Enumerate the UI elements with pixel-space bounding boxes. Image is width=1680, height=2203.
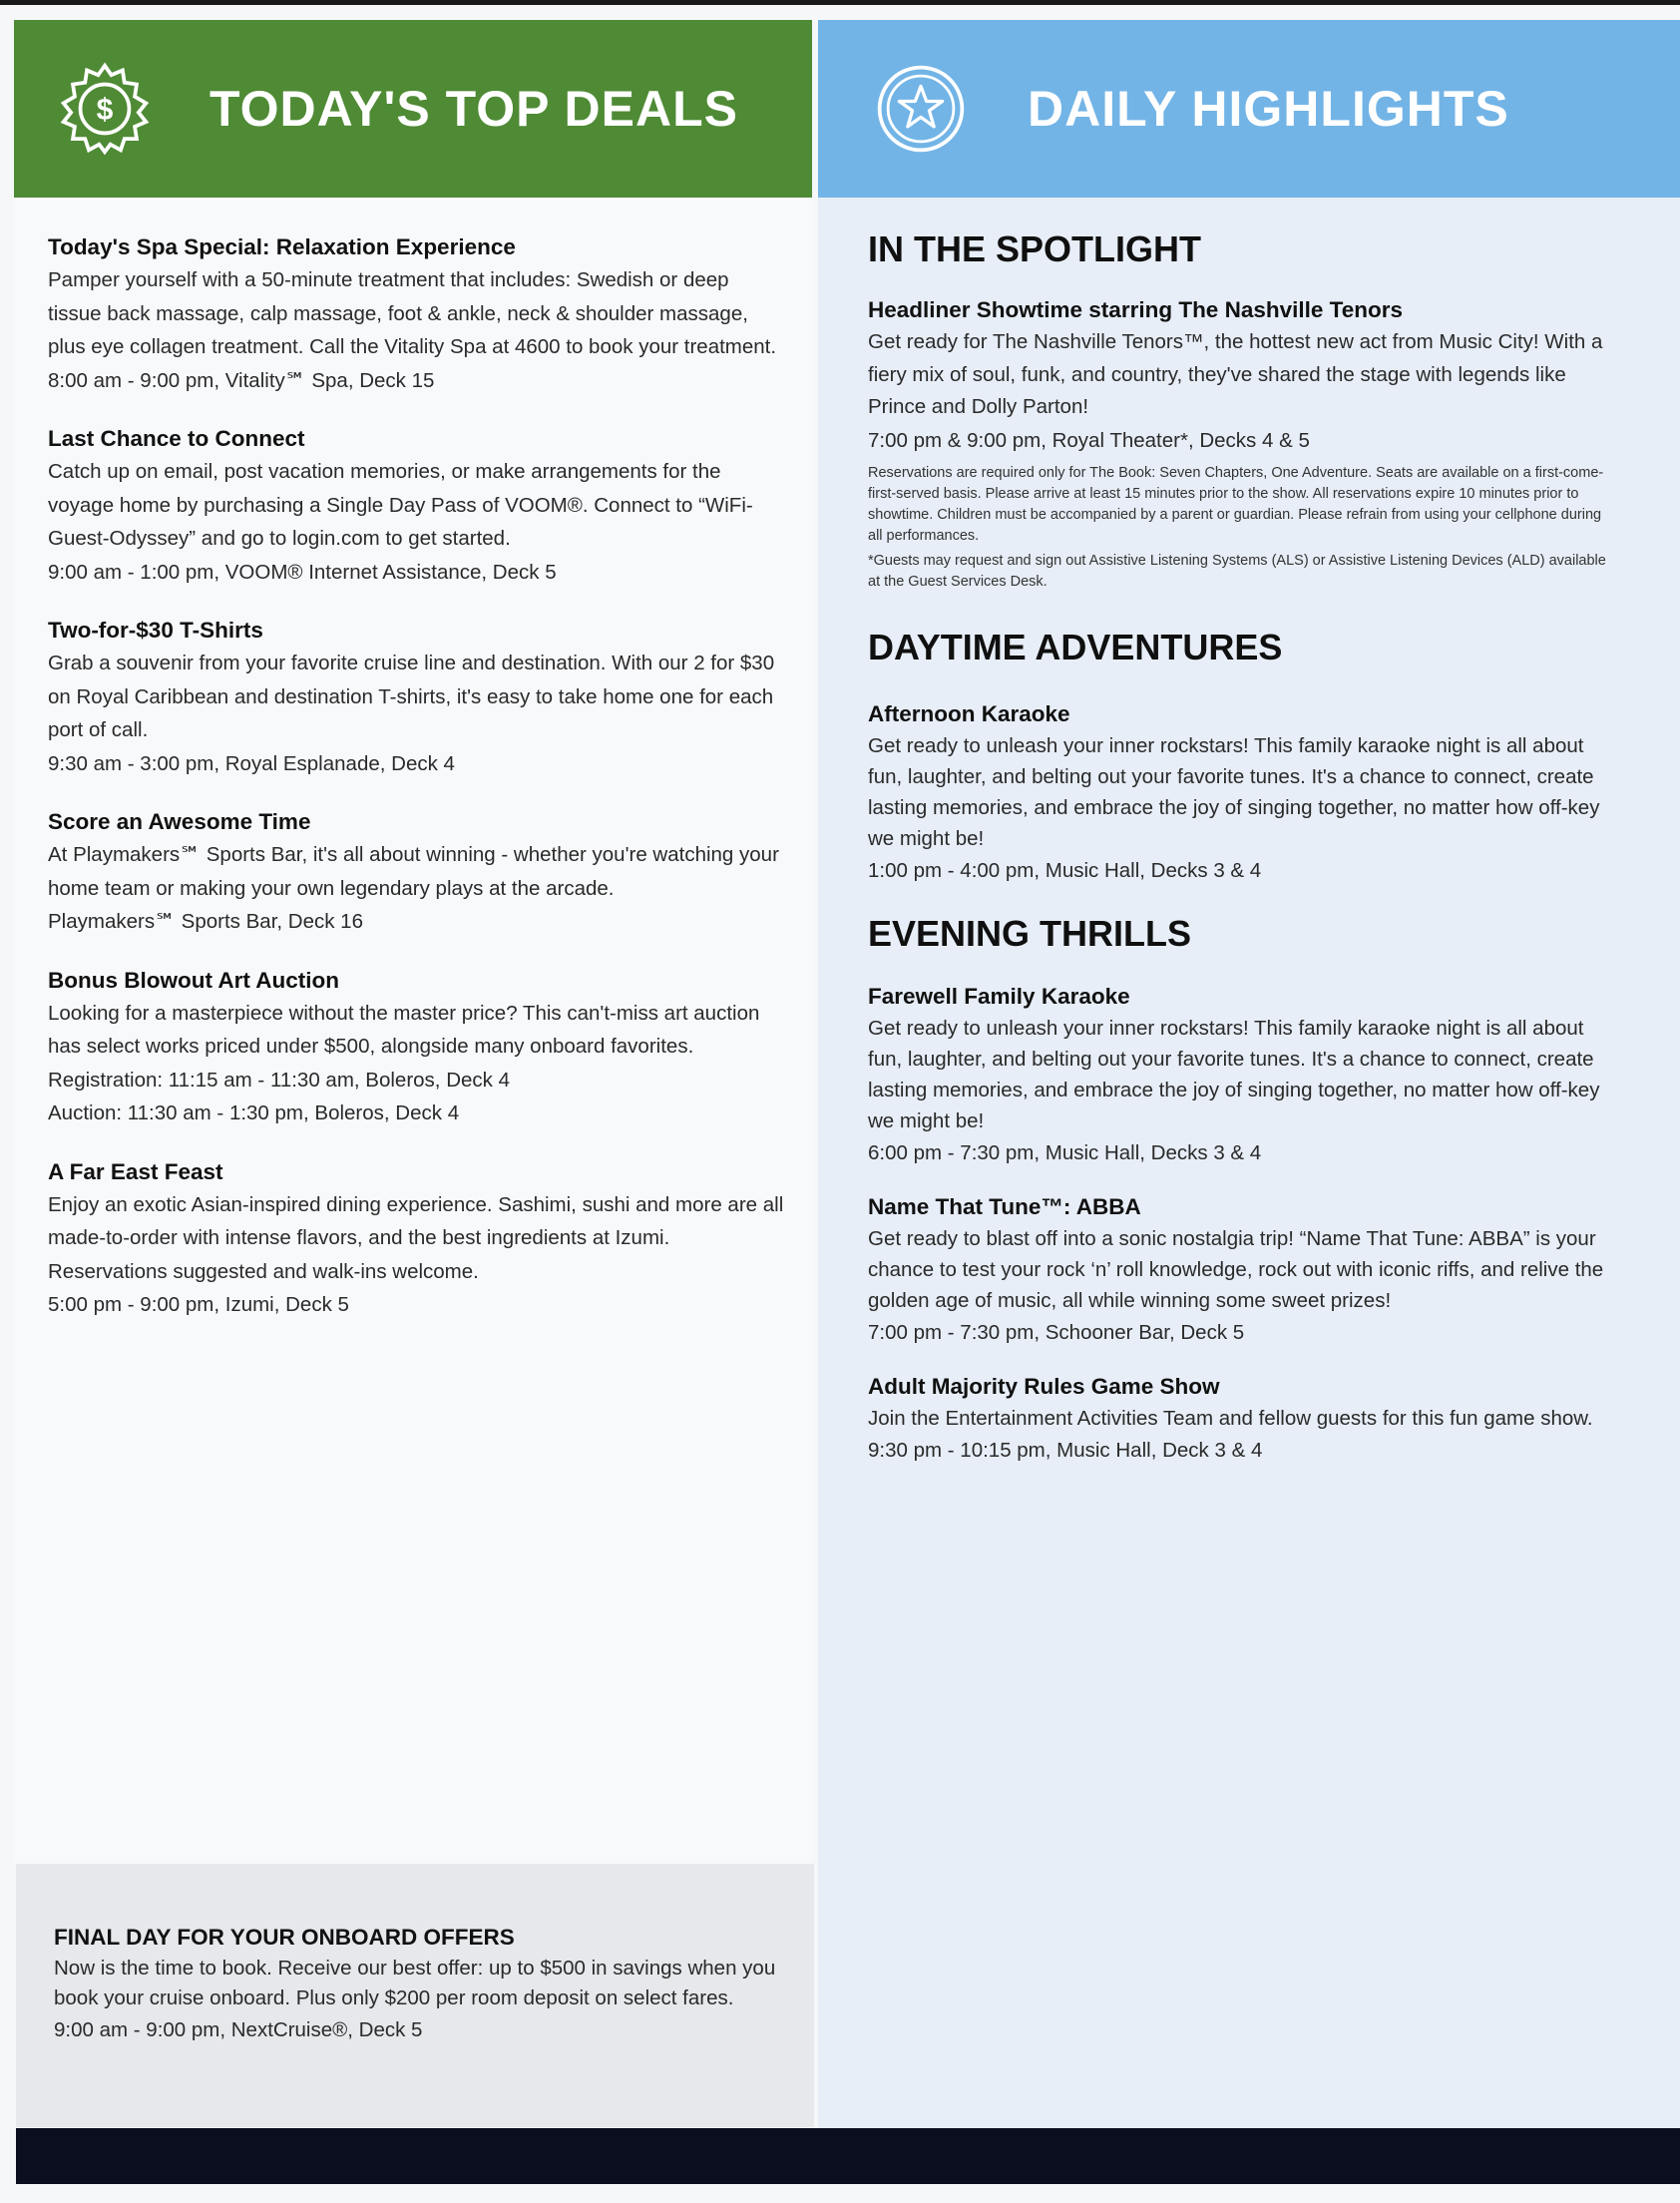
highlights-header	[818, 20, 1680, 198]
evening-heading: EVENING THRILLS	[868, 912, 1192, 954]
event-title: Adult Majority Rules Game Show	[868, 1373, 1220, 1399]
deal-body: Catch up on email, post vacation memories, or make arrangements for the voyage home by purchasing a Single Day Pass of VOOM®. Connect to “WiFi-Guest-Odyssey” and go to login.com to get started.	[48, 460, 753, 550]
event-schedule: 7:00 pm - 7:30 pm, Schooner Bar, Deck 5	[868, 1320, 1245, 1344]
event-title: Farewell Family Karaoke	[868, 983, 1130, 1009]
daytime-item	[868, 698, 1606, 887]
evening-item	[868, 1371, 1606, 1467]
deal-body: At Playmakers℠ Sports Bar, it's all about winning - whether you're watching your home team or making your own legendary plays at the arcade.	[48, 843, 779, 900]
footer-bar	[16, 2128, 1680, 2184]
daytime-heading: DAYTIME ADVENTURES	[868, 626, 1283, 667]
event-title: Name That Tune™: ABBA	[868, 1193, 1141, 1219]
deal-title: Score an Awesome Time	[48, 809, 311, 834]
deal-schedule: 8:00 am - 9:00 pm, Vitality℠ Spa, Deck 15	[48, 368, 435, 392]
evening-item	[868, 981, 1606, 1169]
onboard-offers-box	[16, 1864, 814, 2127]
event-title: Afternoon Karaoke	[868, 700, 1070, 726]
deal-body: Enjoy an exotic Asian-inspired dining experience. Sashimi, sushi and more are all made-to-order with intense flavors, and the best ingredients at Izumi. Reservations suggested and walk-ins welcome.	[48, 1192, 784, 1283]
deals-list	[48, 231, 786, 1348]
deal-schedule: Auction: 11:30 am - 1:30 pm, Boleros, Deck 4	[48, 1102, 460, 1124]
event-schedule: 7:00 pm & 9:00 pm, Royal Theater*, Decks 4 & 5	[868, 428, 1310, 452]
highlights-title: DAILY HIGHLIGHTS	[1028, 81, 1509, 137]
deal-title: Today's Spa Special: Relaxation Experience	[48, 234, 516, 259]
deal-schedule: 9:00 am - 1:00 pm, VOOM® Internet Assistance, Deck 5	[48, 560, 557, 584]
deal-connect	[48, 423, 786, 589]
event-title: Headliner Showtime starring The Nashville Tenors	[868, 297, 1403, 322]
deal-title: Last Chance to Connect	[48, 426, 305, 451]
deal-schedule: Registration: 11:15 am - 11:30 am, Boleros, Deck 4	[48, 1068, 510, 1092]
event-body: Get ready to unleash your inner rockstars! This family karaoke night is all about fun, laughter, and belting out your favorite tunes. It's a chance to connect, create lasting memories, and embrace the joy of singing together, no matter how off-key we might be!	[868, 1016, 1600, 1132]
deal-body: Looking for a masterpiece without the master price? This can't-miss art auction has select works priced under $500, alongside many onboard favorites.	[48, 1001, 760, 1058]
dollar-badge-icon	[58, 62, 152, 156]
deal-far-east	[48, 1156, 786, 1322]
deal-schedule: 5:00 pm - 9:00 pm, Izumi, Deck 5	[48, 1293, 349, 1316]
event-body: Get ready to blast off into a sonic nostalgia trip! “Name That Tune: ABBA” is your chance to test your rock ‘n’ roll knowledge, rock out with iconic riffs, and relive the golden age of music, all while winning some sweet prizes!	[868, 1226, 1604, 1312]
event-body: Get ready for The Nashville Tenors™, the hottest new act from Music City! With a fiery mix of soul, funk, and country, they've shared the stage with legends like Prince and Dolly Parton!	[868, 330, 1603, 418]
star-circle-icon	[874, 62, 968, 156]
svg-text:$: $	[96, 93, 114, 127]
assistive-listening-note: *Guests may request and sign out Assistive Listening Systems (ALS) or Assistive Listening Devices (ALD) available at the Guest Services Desk.	[868, 552, 1606, 590]
deal-title: Two-for-$30 T-Shirts	[48, 618, 263, 643]
highlights-list	[868, 224, 1606, 1489]
deal-schedule: 9:30 am - 3:00 pm, Royal Esplanade, Deck 4	[48, 751, 455, 775]
deals-header	[14, 20, 812, 198]
deal-body: Grab a souvenir from your favorite cruise line and destination. With our 2 for $30 on Royal Caribbean and destination T-shirts, it's easy to take home one for each port of call.	[48, 652, 775, 741]
spotlight-item	[868, 294, 1606, 593]
event-body: Join the Entertainment Activities Team and fellow guests for this fun game show.	[868, 1406, 1593, 1430]
deal-title: Bonus Blowout Art Auction	[48, 967, 340, 993]
event-schedule: 9:30 pm - 10:15 pm, Music Hall, Deck 3 & 4	[868, 1438, 1263, 1462]
deal-sports-bar	[48, 806, 786, 939]
offer-body: Now is the time to book. Receive our best offer: up to $500 in savings when you book your cruise onboard. Plus only $200 per room deposit on select fares.	[54, 1957, 776, 2009]
top-rule	[0, 0, 1680, 5]
event-schedule: 1:00 pm - 4:00 pm, Music Hall, Decks 3 & 4	[868, 858, 1262, 882]
deals-title: TODAY'S TOP DEALS	[210, 81, 738, 137]
deal-title: A Far East Feast	[48, 1158, 223, 1184]
deal-schedule: Playmakers℠ Sports Bar, Deck 16	[48, 910, 363, 933]
evening-item	[868, 1191, 1606, 1349]
offer-schedule: 9:00 am - 9:00 pm, NextCruise®, Deck 5	[54, 2018, 423, 2041]
offer-title: FINAL DAY FOR YOUR ONBOARD OFFERS	[54, 1925, 515, 1950]
deal-spa	[48, 231, 786, 397]
spotlight-heading: IN THE SPOTLIGHT	[868, 228, 1202, 269]
deal-body: Pamper yourself with a 50-minute treatment that includes: Swedish or deep tissue back massage, calp massage, foot & ankle, neck & shoulder massage, plus eye collagen treatment. Call the Vitality Spa at 4600 to book your treatment.	[48, 268, 777, 358]
reservation-note: Reservations are required only for The Book: Seven Chapters, One Adventure. Seats are available on a first-come-first-served basis. Please arrive at least 15 minutes prior to the show. All reservations expire 10 minutes prior to showtime. Children must be accompanied by a parent or guardian. Please refrain from using your cellphone during all performances.	[868, 464, 1604, 544]
event-body: Get ready to unleash your inner rockstars! This family karaoke night is all about fun, laughter, and belting out your favorite tunes. It's a chance to connect, create lasting memories, and embrace the joy of singing together, no matter how off-key we might be!	[868, 733, 1600, 850]
deal-art-auction	[48, 965, 786, 1130]
event-schedule: 6:00 pm - 7:30 pm, Music Hall, Decks 3 & 4	[868, 1140, 1262, 1164]
deal-tshirts	[48, 615, 786, 780]
